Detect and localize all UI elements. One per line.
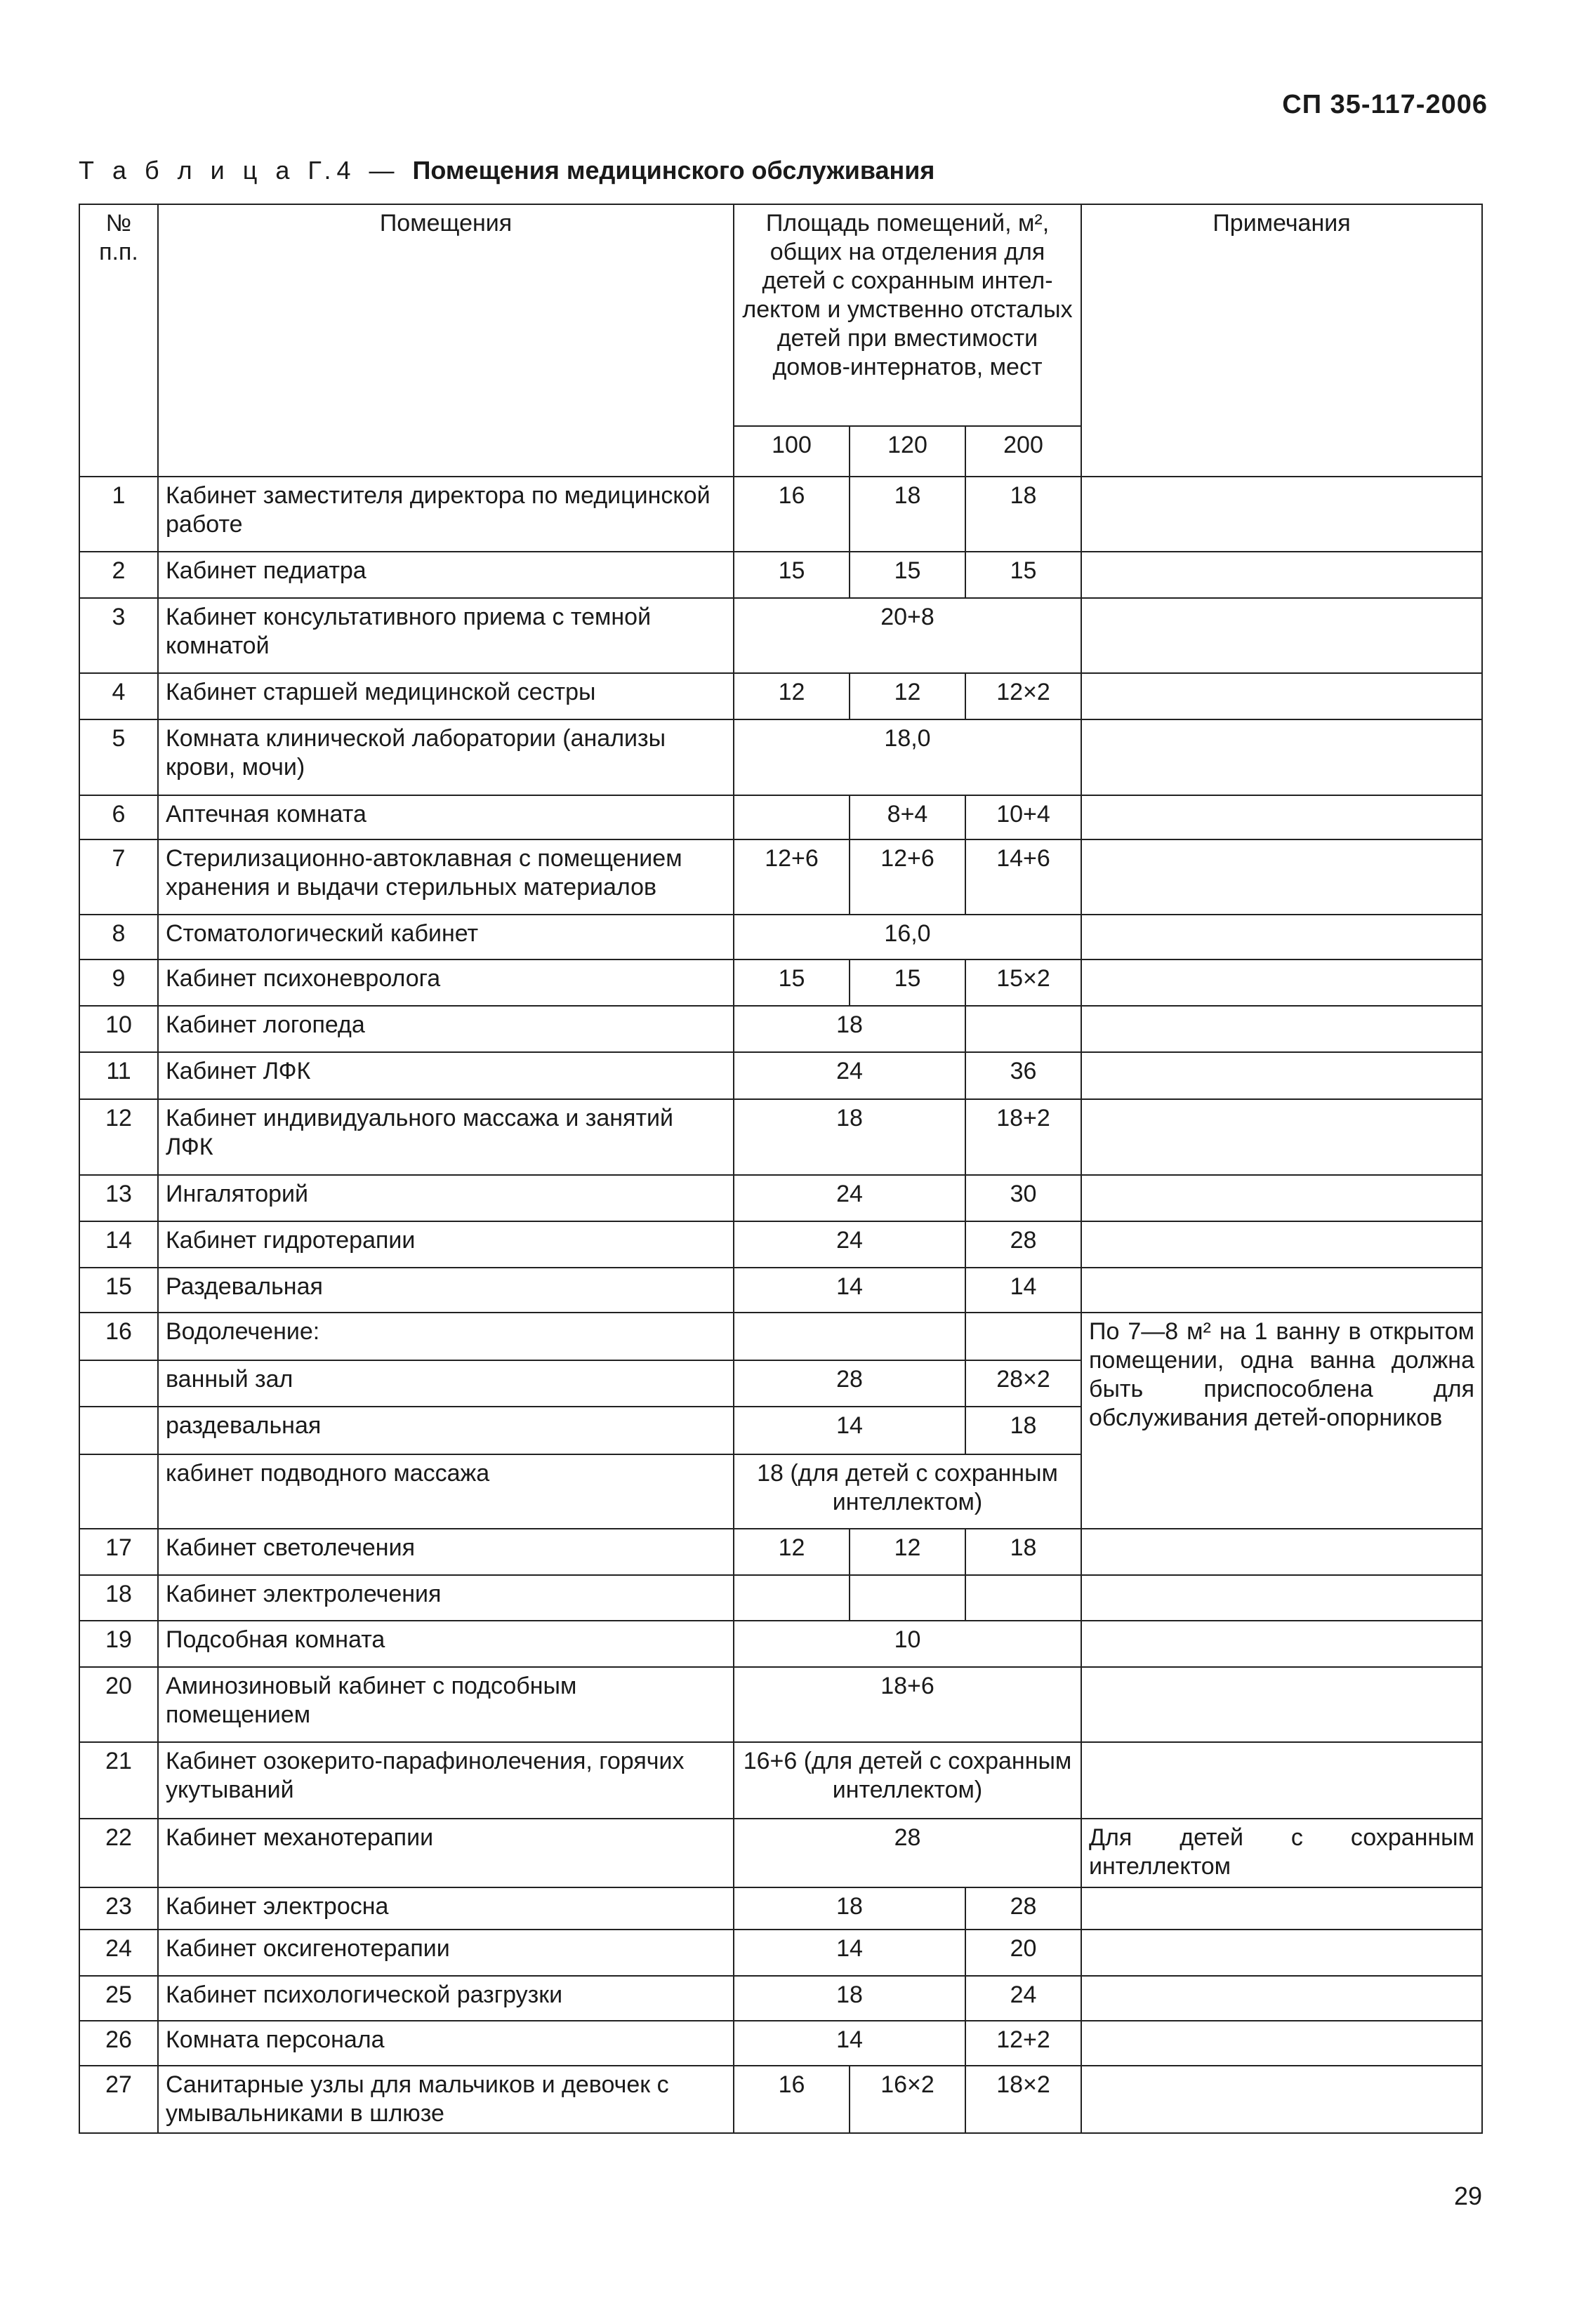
area-100-120: 14 <box>734 1268 965 1313</box>
area-120: 8+4 <box>850 795 965 839</box>
area-all: 10 <box>734 1621 1081 1667</box>
area-100-120: 14 <box>734 2021 965 2066</box>
area-all: 18,0 <box>734 719 1081 795</box>
area-all: 18 (для детей с сохранным интеллектом) <box>734 1454 1081 1529</box>
row-number: 15 <box>79 1268 158 1313</box>
note-cell <box>1081 1621 1482 1667</box>
table-title-name: Помещения медицинского обслуживания <box>412 156 935 185</box>
room-name: Кабинет логопеда <box>158 1006 734 1052</box>
row-number: 20 <box>79 1667 158 1742</box>
row-number: 24 <box>79 1930 158 1976</box>
table-row <box>79 1976 1482 2021</box>
note-cell <box>1081 1930 1482 1976</box>
area-120: 15 <box>850 960 965 1006</box>
header-capacity-120: 120 <box>850 426 965 477</box>
area-120: 15 <box>850 552 965 598</box>
area-all: 28 <box>734 1819 1081 1887</box>
note-cell <box>1081 1742 1482 1819</box>
area-120: 18 <box>850 477 965 552</box>
rooms-table <box>79 204 1483 2134</box>
note-cell <box>1081 1575 1482 1621</box>
area-200: 30 <box>965 1175 1081 1221</box>
area-100-120: 24 <box>734 1175 965 1221</box>
header-row <box>79 204 1482 426</box>
row-number: 16 <box>79 1313 158 1360</box>
row-number: 25 <box>79 1976 158 2021</box>
table-row <box>79 839 1482 915</box>
note-cell <box>1081 2021 1482 2066</box>
area-100: 15 <box>734 960 850 1006</box>
table-row <box>79 795 1482 839</box>
table-row <box>79 2021 1482 2066</box>
area-100-120: 24 <box>734 1052 965 1099</box>
table-row <box>79 1052 1482 1099</box>
area-100 <box>734 795 850 839</box>
note-cell <box>1081 1976 1482 2021</box>
area-100 <box>734 1575 850 1621</box>
row-number: 1 <box>79 477 158 552</box>
area-200: 28 <box>965 1887 1081 1930</box>
room-name: раздевальная <box>158 1407 734 1454</box>
room-name: Кабинет консультативного приема с темной комнатой <box>158 598 734 673</box>
area-120: 12 <box>850 1529 965 1575</box>
table-row <box>79 1667 1482 1742</box>
page-number: 29 <box>1453 2182 1482 2210</box>
note-cell <box>1081 1175 1482 1221</box>
note-cell <box>1081 2066 1482 2133</box>
room-name: Ингаляторий <box>158 1175 734 1221</box>
table-title <box>79 156 934 185</box>
row-number: 6 <box>79 795 158 839</box>
table-row <box>79 915 1482 960</box>
note-cell <box>1081 1006 1482 1052</box>
table-row <box>79 477 1482 552</box>
row-number: 9 <box>79 960 158 1006</box>
room-name: Кабинет старшей медицинской сестры <box>158 673 734 719</box>
area-100-120 <box>734 1313 965 1360</box>
room-name: Кабинет индивидуального массажа и занятий ЛФК <box>158 1099 734 1175</box>
area-200 <box>965 1006 1081 1052</box>
table-row <box>79 598 1482 673</box>
area-100-120: 24 <box>734 1221 965 1268</box>
room-name: Кабинет педиатра <box>158 552 734 598</box>
header-area: Площадь помещений, м², общих на отделения для детей с сохранным интеллектом и умственно отсталых детей при вместимости домов-интернатов, мест <box>734 204 1081 426</box>
area-100: 12 <box>734 1529 850 1575</box>
note-cell <box>1081 839 1482 915</box>
area-all: 16,0 <box>734 915 1081 960</box>
area-100-120: 18 <box>734 1887 965 1930</box>
room-name: ванный зал <box>158 1360 734 1407</box>
area-100-120: 14 <box>734 1407 965 1454</box>
area-100-120: 18 <box>734 1099 965 1175</box>
note-cell <box>1081 598 1482 673</box>
row-number: 26 <box>79 2021 158 2066</box>
row-number <box>79 1360 158 1407</box>
area-120: 12 <box>850 673 965 719</box>
area-200: 15 <box>965 552 1081 598</box>
table-row <box>79 1575 1482 1621</box>
area-200: 18×2 <box>965 2066 1081 2133</box>
area-200: 18 <box>965 1407 1081 1454</box>
area-200: 10+4 <box>965 795 1081 839</box>
table-row <box>79 960 1482 1006</box>
table-row <box>79 1819 1482 1887</box>
area-all: 20+8 <box>734 598 1081 673</box>
note-cell <box>1081 1221 1482 1268</box>
area-200: 28 <box>965 1221 1081 1268</box>
area-100: 12 <box>734 673 850 719</box>
note-cell-hydrotherapy: По 7—8 м² на 1 ванну в открытом помещении, одна ванна должна быть приспособлена для обслуживания детей-опорников <box>1081 1313 1482 1529</box>
row-number: 10 <box>79 1006 158 1052</box>
area-100: 15 <box>734 552 850 598</box>
room-name: Стоматологический кабинет <box>158 915 734 960</box>
area-100-120: 14 <box>734 1930 965 1976</box>
note-cell <box>1081 552 1482 598</box>
table-row <box>79 1006 1482 1052</box>
area-120 <box>850 1575 965 1621</box>
area-100: 12+6 <box>734 839 850 915</box>
row-number: 8 <box>79 915 158 960</box>
note-cell <box>1081 719 1482 795</box>
room-name: Кабинет механотерапии <box>158 1819 734 1887</box>
area-200: 18+2 <box>965 1099 1081 1175</box>
room-name: Кабинет заместителя директора по медицинской работе <box>158 477 734 552</box>
area-120: 16×2 <box>850 2066 965 2133</box>
row-number: 19 <box>79 1621 158 1667</box>
header-notes: Примечания <box>1081 204 1482 477</box>
table-row <box>79 1268 1482 1313</box>
table-row <box>79 1099 1482 1175</box>
header-capacity-100: 100 <box>734 426 850 477</box>
header-room: Помещения <box>158 204 734 477</box>
room-name: Раздевальная <box>158 1268 734 1313</box>
room-name: Подсобная комната <box>158 1621 734 1667</box>
room-name: Комната персонала <box>158 2021 734 2066</box>
row-number: 11 <box>79 1052 158 1099</box>
area-all: 16+6 (для детей с сохранным интеллектом) <box>734 1742 1081 1819</box>
row-number: 7 <box>79 839 158 915</box>
area-200: 36 <box>965 1052 1081 1099</box>
row-number <box>79 1454 158 1529</box>
room-name: Стерилизационно-автоклавная с помещением хранения и выдачи стерильных материалов <box>158 839 734 915</box>
table-row <box>79 1529 1482 1575</box>
header-num: № п.п. <box>79 204 158 477</box>
row-number: 22 <box>79 1819 158 1887</box>
row-number: 18 <box>79 1575 158 1621</box>
area-120: 12+6 <box>850 839 965 915</box>
area-200 <box>965 1313 1081 1360</box>
table-row <box>79 552 1482 598</box>
room-name: Кабинет оксигенотерапии <box>158 1930 734 1976</box>
note-cell <box>1081 1887 1482 1930</box>
row-number: 17 <box>79 1529 158 1575</box>
row-number: 27 <box>79 2066 158 2133</box>
note-cell <box>1081 673 1482 719</box>
room-name: Водолечение: <box>158 1313 734 1360</box>
room-name: Кабинет озокерито-парафинолечения, горячих укутываний <box>158 1742 734 1819</box>
note-cell <box>1081 477 1482 552</box>
table-row <box>79 1930 1482 1976</box>
area-200: 20 <box>965 1930 1081 1976</box>
area-200: 12+2 <box>965 2021 1081 2066</box>
area-200 <box>965 1575 1081 1621</box>
room-name: Кабинет гидротерапии <box>158 1221 734 1268</box>
area-200: 18 <box>965 477 1081 552</box>
area-200: 28×2 <box>965 1360 1081 1407</box>
note-cell <box>1081 1052 1482 1099</box>
room-name: Комната клинической лаборатории (анализы крови, мочи) <box>158 719 734 795</box>
area-100-120: 18 <box>734 1976 965 2021</box>
area-100-120: 28 <box>734 1360 965 1407</box>
area-200: 14 <box>965 1268 1081 1313</box>
area-200: 12×2 <box>965 673 1081 719</box>
row-number: 21 <box>79 1742 158 1819</box>
table-row <box>79 1887 1482 1930</box>
room-name: Аминозиновый кабинет с подсобным помещением <box>158 1667 734 1742</box>
note-cell <box>1081 1099 1482 1175</box>
table-row <box>79 1313 1482 1360</box>
note-cell <box>1081 915 1482 960</box>
table-row <box>79 1175 1482 1221</box>
note-cell <box>1081 1529 1482 1575</box>
table-row <box>79 1221 1482 1268</box>
document-code: СП 35-117-2006 <box>1282 90 1488 119</box>
table-row <box>79 673 1482 719</box>
note-cell-mechanotherapy: Для детей с сохранным интеллектом <box>1081 1819 1482 1887</box>
room-name: Кабинет психоневролога <box>158 960 734 1006</box>
area-100: 16 <box>734 477 850 552</box>
area-200: 18 <box>965 1529 1081 1575</box>
row-number: 14 <box>79 1221 158 1268</box>
room-name: Санитарные узлы для мальчиков и девочек с умывальниками в шлюзе <box>158 2066 734 2133</box>
table-row <box>79 1621 1482 1667</box>
room-name: Кабинет электролечения <box>158 1575 734 1621</box>
note-cell <box>1081 795 1482 839</box>
area-all: 18+6 <box>734 1667 1081 1742</box>
room-name: Кабинет светолечения <box>158 1529 734 1575</box>
area-200: 24 <box>965 1976 1081 2021</box>
room-name: Кабинет ЛФК <box>158 1052 734 1099</box>
note-cell <box>1081 1667 1482 1742</box>
note-cell <box>1081 1268 1482 1313</box>
note-cell <box>1081 960 1482 1006</box>
room-name: Аптечная комната <box>158 795 734 839</box>
row-number: 23 <box>79 1887 158 1930</box>
area-200: 15×2 <box>965 960 1081 1006</box>
row-number: 4 <box>79 673 158 719</box>
room-name: Кабинет психологической разгрузки <box>158 1976 734 2021</box>
row-number: 12 <box>79 1099 158 1175</box>
area-100-120: 18 <box>734 1006 965 1052</box>
table-title-lead: Т а б л и ц а Г.4 — <box>79 156 413 185</box>
room-name: Кабинет электросна <box>158 1887 734 1930</box>
area-200: 14+6 <box>965 839 1081 915</box>
row-number: 13 <box>79 1175 158 1221</box>
row-number: 5 <box>79 719 158 795</box>
row-number: 3 <box>79 598 158 673</box>
area-100: 16 <box>734 2066 850 2133</box>
room-name: кабинет подводного массажа <box>158 1454 734 1529</box>
row-number: 2 <box>79 552 158 598</box>
header-capacity-200: 200 <box>965 426 1081 477</box>
table-row <box>79 1742 1482 1819</box>
row-number <box>79 1407 158 1454</box>
table-row <box>79 719 1482 795</box>
table-row <box>79 2066 1482 2133</box>
